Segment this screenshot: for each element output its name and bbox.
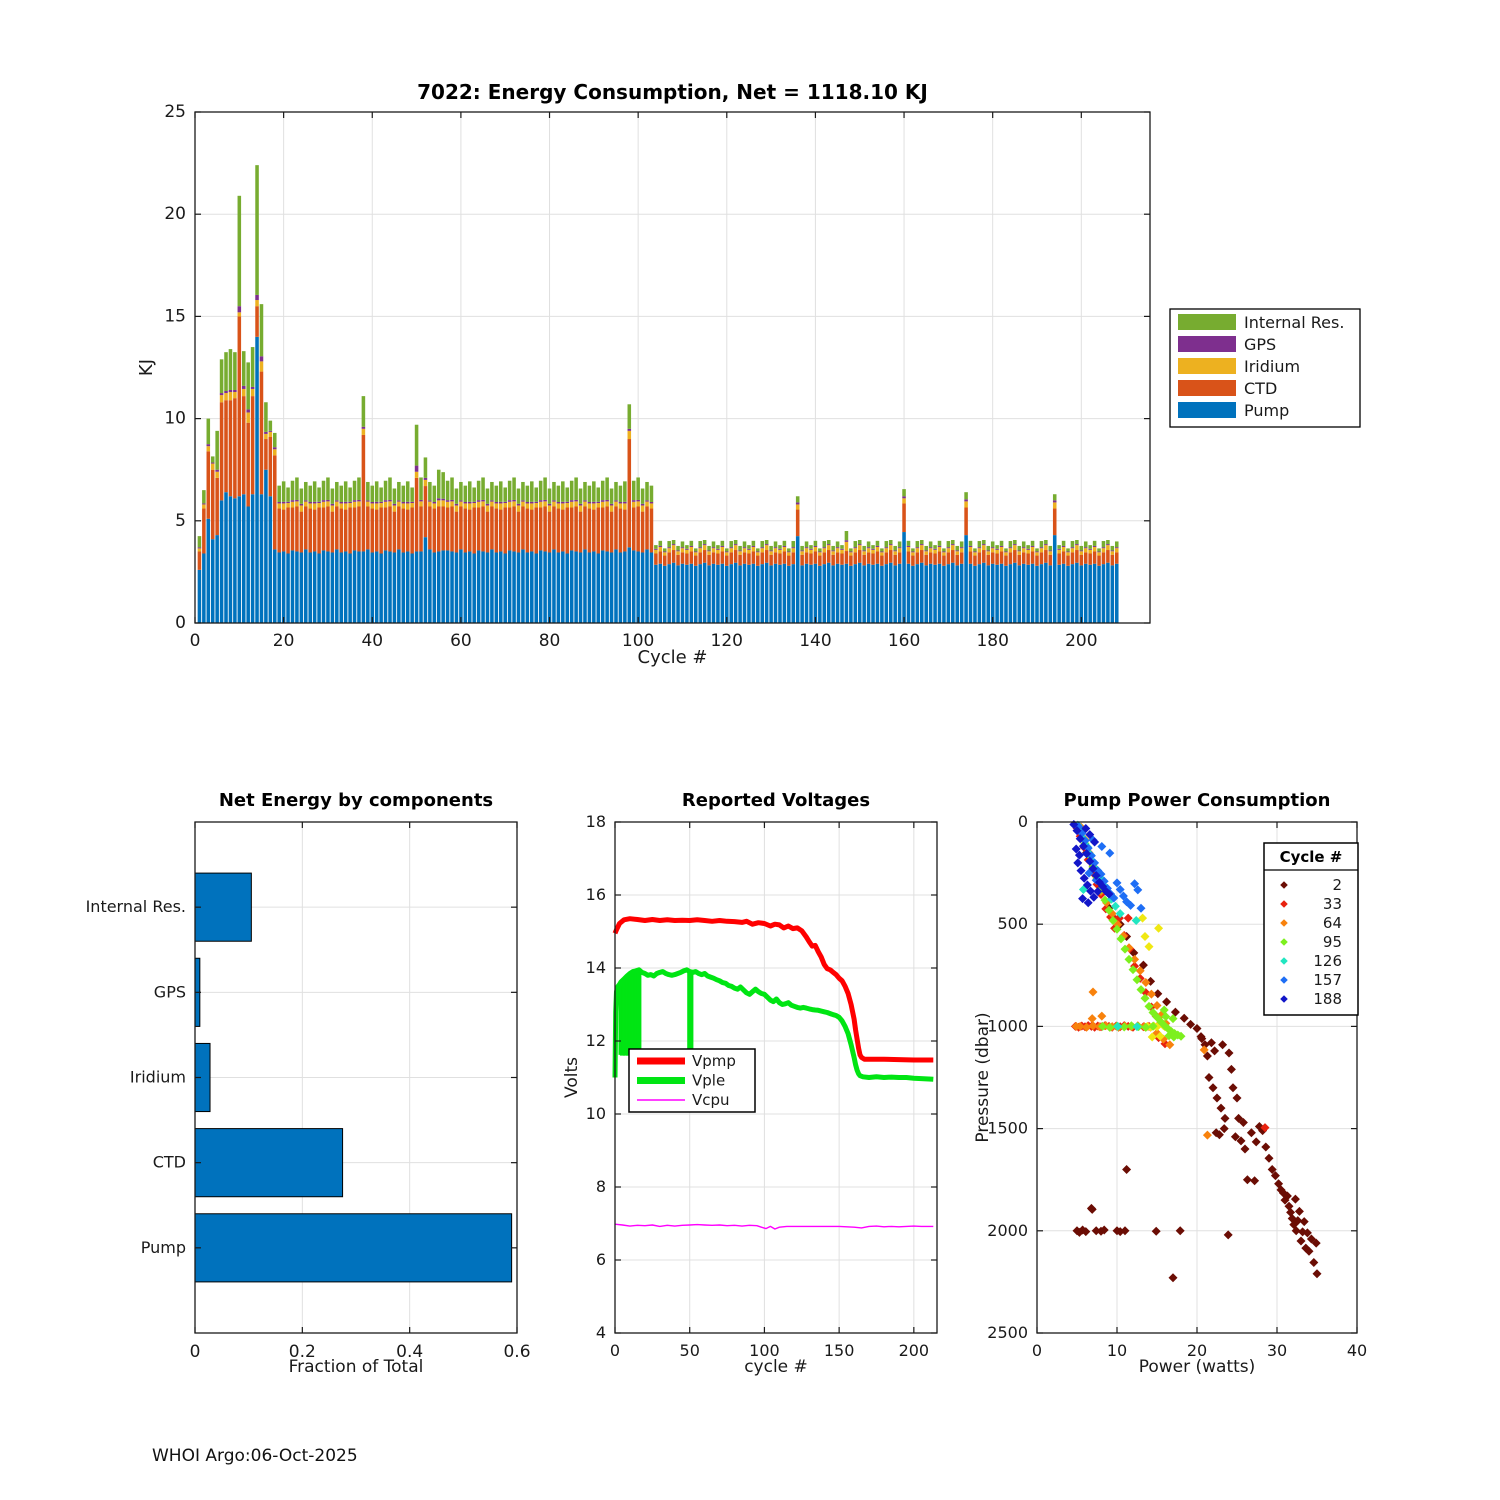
power-xlabel: Power (watts) (1138, 1357, 1256, 1377)
x-tick-label: 40 (1346, 1341, 1368, 1360)
energy-legend-label: GPS (1244, 335, 1277, 354)
energy-legend-label: Internal Res. (1244, 313, 1345, 332)
y-tick-label: 20 (164, 204, 186, 225)
y-tick-label: 15 (164, 306, 186, 327)
voltage-line-vcpu (615, 1224, 933, 1229)
y-tick-label: 0 (175, 613, 186, 633)
category-label: GPS (153, 982, 186, 1002)
voltages-ylabel: Volts (562, 1057, 582, 1098)
power-legend-title: Cycle # (1279, 848, 1343, 866)
y-tick-label: 12 (585, 1031, 606, 1050)
category-label: Pump (140, 1237, 186, 1257)
x-tick-label: 0 (1031, 1341, 1043, 1360)
x-tick-label: 0 (189, 631, 201, 651)
x-tick-label: 80 (538, 631, 561, 651)
x-tick-label: 20 (272, 631, 295, 651)
y-tick-label: 0 (1017, 812, 1028, 831)
scatter-group-cycle-188 (1069, 820, 1113, 907)
voltages-legend-label: Vpmp (692, 1052, 736, 1070)
y-tick-label: 18 (585, 812, 606, 831)
power-legend-label: 2 (1332, 876, 1342, 894)
voltages-chart-title: Reported Voltages (681, 790, 871, 811)
x-tick-label: 20 (1186, 1341, 1208, 1360)
voltages-xlabel: cycle # (744, 1357, 808, 1377)
reported-voltages-chart (562, 790, 937, 1377)
energy-xlabel: Cycle # (637, 647, 708, 668)
energy-legend-label: Iridium (1244, 357, 1301, 376)
y-tick-label: 10 (585, 1104, 606, 1123)
net-energy-components-chart (86, 790, 531, 1377)
y-tick-label: 2500 (987, 1323, 1028, 1342)
x-tick-label: 50 (679, 1341, 700, 1360)
energy-legend (1170, 309, 1360, 427)
x-tick-label: 0.6 (503, 1342, 531, 1362)
y-tick-label: 16 (585, 885, 606, 904)
x-tick-label: 0 (609, 1341, 621, 1360)
y-tick-label: 8 (595, 1177, 606, 1196)
x-tick-label: 0 (189, 1342, 201, 1362)
power-legend (1264, 843, 1358, 1015)
x-tick-label: 160 (887, 631, 921, 651)
y-tick-label: 2000 (987, 1220, 1028, 1240)
category-label: CTD (152, 1152, 186, 1172)
voltage-line-vpmp (615, 919, 933, 1060)
components-chart-title: Net Energy by components (218, 790, 494, 811)
y-tick-label: 1500 (987, 1118, 1028, 1138)
y-tick-label: 10 (164, 408, 186, 429)
x-tick-label: 0.2 (288, 1342, 316, 1362)
power-legend-label: 157 (1313, 971, 1342, 989)
x-tick-label: 0.4 (396, 1342, 424, 1362)
x-tick-label: 120 (710, 631, 744, 651)
y-tick-label: 4 (595, 1323, 606, 1342)
power-legend-label: 126 (1313, 952, 1342, 970)
y-tick-label: 6 (595, 1250, 606, 1269)
x-tick-label: 30 (1266, 1341, 1288, 1360)
x-tick-label: 40 (361, 631, 384, 651)
power-ylabel: Pressure (dbar) (973, 1012, 993, 1143)
energy-bars (198, 165, 1119, 623)
x-tick-label: 140 (799, 631, 832, 651)
x-tick-label: 10 (1106, 1341, 1128, 1360)
x-tick-label: 180 (976, 631, 1009, 651)
footer-text: WHOI Argo:06-Oct-2025 (152, 1446, 358, 1466)
power-chart-title: Pump Power Consumption (1063, 790, 1331, 811)
category-label: Iridium (129, 1067, 186, 1087)
y-tick-label: 14 (585, 958, 606, 977)
power-legend-label: 188 (1313, 990, 1342, 1008)
voltages-legend (629, 1049, 755, 1112)
energy-legend-label: CTD (1244, 379, 1278, 398)
x-tick-label: 100 (749, 1341, 780, 1360)
power-legend-label: 95 (1322, 933, 1342, 951)
power-legend-label: 33 (1322, 895, 1342, 913)
y-tick-label: 1000 (987, 1016, 1028, 1036)
x-tick-label: 100 (621, 631, 655, 651)
y-tick-label: 25 (164, 102, 186, 122)
energy-chart-title: 7022: Energy Consumption, Net = 1118.10 KJ (417, 80, 928, 104)
voltages-legend-label: Vple (692, 1071, 726, 1090)
pump-power-chart (973, 790, 1367, 1377)
x-tick-label: 60 (450, 631, 472, 651)
y-tick-label: 5 (175, 510, 186, 531)
x-tick-label: 200 (1065, 631, 1098, 651)
x-tick-label: 200 (898, 1341, 930, 1360)
x-tick-label: 150 (823, 1341, 855, 1360)
energy-legend-label: Pump (1244, 401, 1290, 420)
power-legend-label: 64 (1322, 914, 1342, 932)
voltages-legend-label: Vcpu (692, 1091, 730, 1109)
category-label: Internal Res. (85, 897, 186, 917)
energy-consumption-chart (136, 80, 1360, 668)
y-tick-label: 500 (997, 914, 1028, 934)
components-xlabel: Fraction of Total (288, 1357, 424, 1377)
energy-ylabel: KJ (136, 358, 157, 377)
